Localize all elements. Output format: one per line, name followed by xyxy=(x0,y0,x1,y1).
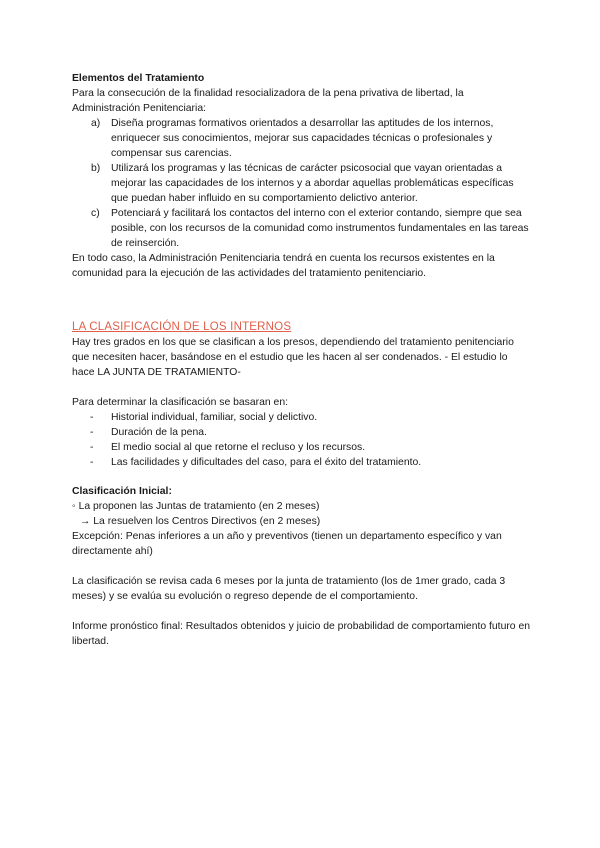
list-item-text: Duración de la pena. xyxy=(111,427,207,438)
lettered-list xyxy=(72,116,532,251)
list-item xyxy=(91,116,532,161)
list-item-text: Potenciará y facilitará los contactos del interno con el exterior contando, siempre que sea posible, con los recursos de la comunidad como instrumentos fundamentales en las tareas de reinserción. xyxy=(111,208,529,249)
section-inicial xyxy=(72,484,532,649)
paragraph: Excepción: Penas inferiores a un año y preventivos (tienen un departamento específico y van directamente ahí) xyxy=(72,531,502,557)
list-item xyxy=(90,425,532,440)
section-heading-red: LA CLASIFICACIÓN DE LOS INTERNOS xyxy=(72,321,292,333)
paragraph: ◦ La proponen las Juntas de tratamiento (en 2 meses) xyxy=(72,501,320,512)
list-marker: a) xyxy=(91,118,101,129)
paragraph: En todo caso, la Administración Penitenciaria tendrá en cuenta los recursos existentes en la comunidad para la ejecución de las actividades del tratamiento penitenciario. xyxy=(72,253,495,279)
list-marker: b) xyxy=(91,163,101,174)
section-heading: Clasificación Inicial: xyxy=(72,486,172,497)
section-heading: Elementos del Tratamiento xyxy=(72,73,205,84)
criteria-list xyxy=(72,410,532,470)
list-item xyxy=(90,440,532,455)
list-marker: c) xyxy=(91,208,100,219)
paragraph: Para determinar la clasificación se basaran en: xyxy=(72,397,289,408)
list-marker: - xyxy=(90,412,94,423)
list-marker: - xyxy=(90,427,94,438)
section-clasificacion xyxy=(72,320,532,470)
list-item xyxy=(91,161,532,206)
list-item-text: Las facilidades y dificultades del caso, para el éxito del tratamiento. xyxy=(111,457,422,468)
list-item-text: Diseña programas formativos orientados a desarrollar las aptitudes de los internos, enriquecer sus conocimientos, mejorar sus capacidades técnicas o profesionales y compensar sus carencias. xyxy=(111,118,494,159)
list-item-text: Historial individual, familiar, social y delictivo. xyxy=(111,412,318,423)
section-elementos xyxy=(72,71,532,281)
paragraph: → La resuelven los Centros Directivos (en 2 meses) xyxy=(80,516,321,527)
list-item xyxy=(91,206,532,251)
list-marker: - xyxy=(90,457,94,468)
paragraph: La clasificación se revisa cada 6 meses por la junta de tratamiento (los de 1mer grado, cada 3 meses) y se evalúa su evolución o regreso depende de el comportamiento. xyxy=(72,576,506,602)
list-item-text: Utilizará los programas y las técnicas de carácter psicosocial que vayan orientadas a mejorar las capacidades de los internos y a abordar aquellas problemáticas específicas que puedan haber influido en su comportamiento delictivo anterior. xyxy=(111,163,514,204)
paragraph: Hay tres grados en los que se clasifican a los presos, dependiendo del tratamiento penitenciario que necesiten hacer, basándose en el estudio que les hacen al ser condenados. - El estudio lo hace LA JUNTA DE TRATAMIENTO- xyxy=(72,337,514,378)
paragraph: Informe pronóstico final: Resultados obtenidos y juicio de probabilidad de comportamiento futuro en libertad. xyxy=(72,621,531,647)
paragraph: Para la consecución de la finalidad resocializadora de la pena privativa de libertad, la Administración Penitenciaria: xyxy=(72,88,464,114)
list-item-text: El medio social al que retorne el recluso y los recursos. xyxy=(111,442,366,453)
list-item xyxy=(90,455,532,470)
list-marker: - xyxy=(90,442,94,453)
list-item xyxy=(90,410,532,425)
